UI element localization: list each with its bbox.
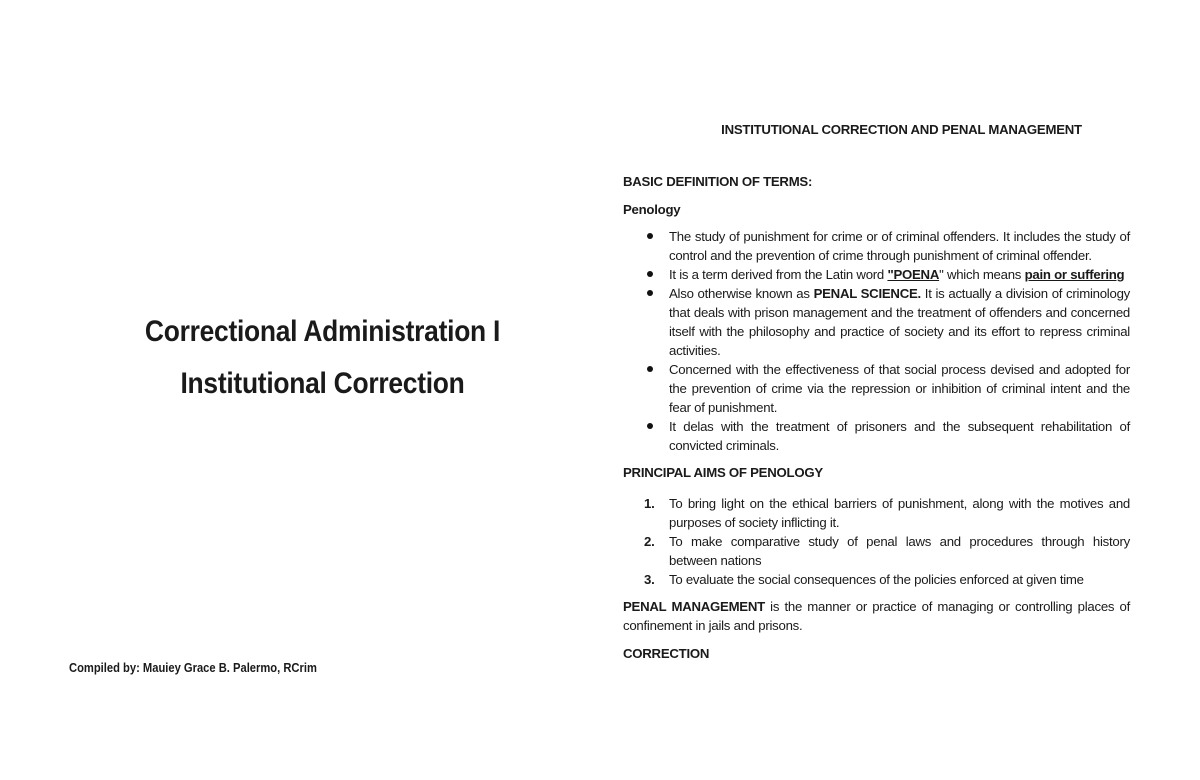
aim-text: To bring light on the ethical barriers of punishment, along with the motives and purposes of society inflicting it. <box>669 496 1130 530</box>
content-page <box>623 120 1130 672</box>
bullet-text: The study of punishment for crime or of criminal offenders. It includes the study of control and the prevention of crime through punishment of criminal offender. <box>669 229 1130 263</box>
bullet-text: It delas with the treatment of prisoners and the subsequent rehabilitation of convicted criminals. <box>669 419 1130 453</box>
cover-title <box>92 306 554 410</box>
term-heading-penology: Penology <box>623 202 681 217</box>
document-title: INSTITUTIONAL CORRECTION AND PENAL MANAGEMENT <box>721 122 1082 137</box>
cover-title-line-2: Institutional Correction <box>180 367 465 400</box>
penal-science-term: PENAL SCIENCE. <box>813 286 921 301</box>
bullet-text-part: It is actually a division of criminology that deals with prison management and the treatment of offenders and concerned itself with the philosophy and practice of society and its effort to repress criminal activities. <box>669 286 1130 358</box>
penal-management-paragraph <box>623 597 1130 635</box>
aim-item <box>644 532 1130 570</box>
section-heading-basic-definitions: BASIC DEFINITION OF TERMS: <box>623 174 813 189</box>
compiled-by: Compiled by: Mauiey Grace B. Palermo, RCrim <box>69 660 317 675</box>
bullet-text-part: Also otherwise known as <box>669 286 814 301</box>
bullet-text: Concerned with the effectiveness of that social process devised and adopted for the prevention of crime via the repression or inhibition of criminal intent and the fear of punishment. <box>669 362 1130 415</box>
bullet-item <box>669 417 1130 455</box>
bullet-item <box>669 265 1130 284</box>
poena-meaning: pain or suffering <box>1024 267 1125 282</box>
cover-title-line-1: Correctional Administration I <box>144 315 501 348</box>
aim-number: 3. <box>644 572 655 587</box>
aim-text: To evaluate the social consequences of the policies enforced at given time <box>669 572 1084 587</box>
section-heading-principal-aims: PRINCIPAL AIMS OF PENOLOGY <box>623 465 823 480</box>
aim-item <box>644 570 1130 589</box>
penal-management-definition: is the manner or practice of managing or controlling places of confinement in jails and prisons. <box>623 599 1131 633</box>
aim-number: 1. <box>644 496 655 511</box>
aim-text: To make comparative study of penal laws and procedures through history between nations <box>669 534 1130 568</box>
bullet-item <box>669 227 1130 265</box>
bullet-item <box>669 284 1130 360</box>
penology-bullet-list <box>623 227 1130 455</box>
bullet-text-part: " which means <box>939 267 1025 282</box>
bullet-text-part: It is a term derived from the Latin word <box>669 267 888 282</box>
aim-item <box>644 494 1130 532</box>
section-heading-correction: CORRECTION <box>623 646 710 661</box>
aim-number: 2. <box>644 534 655 549</box>
latin-word-poena: "POENA <box>887 267 940 282</box>
penal-management-term: PENAL MANAGEMENT <box>623 599 765 614</box>
bullet-item <box>669 360 1130 417</box>
aims-numbered-list <box>623 494 1130 589</box>
